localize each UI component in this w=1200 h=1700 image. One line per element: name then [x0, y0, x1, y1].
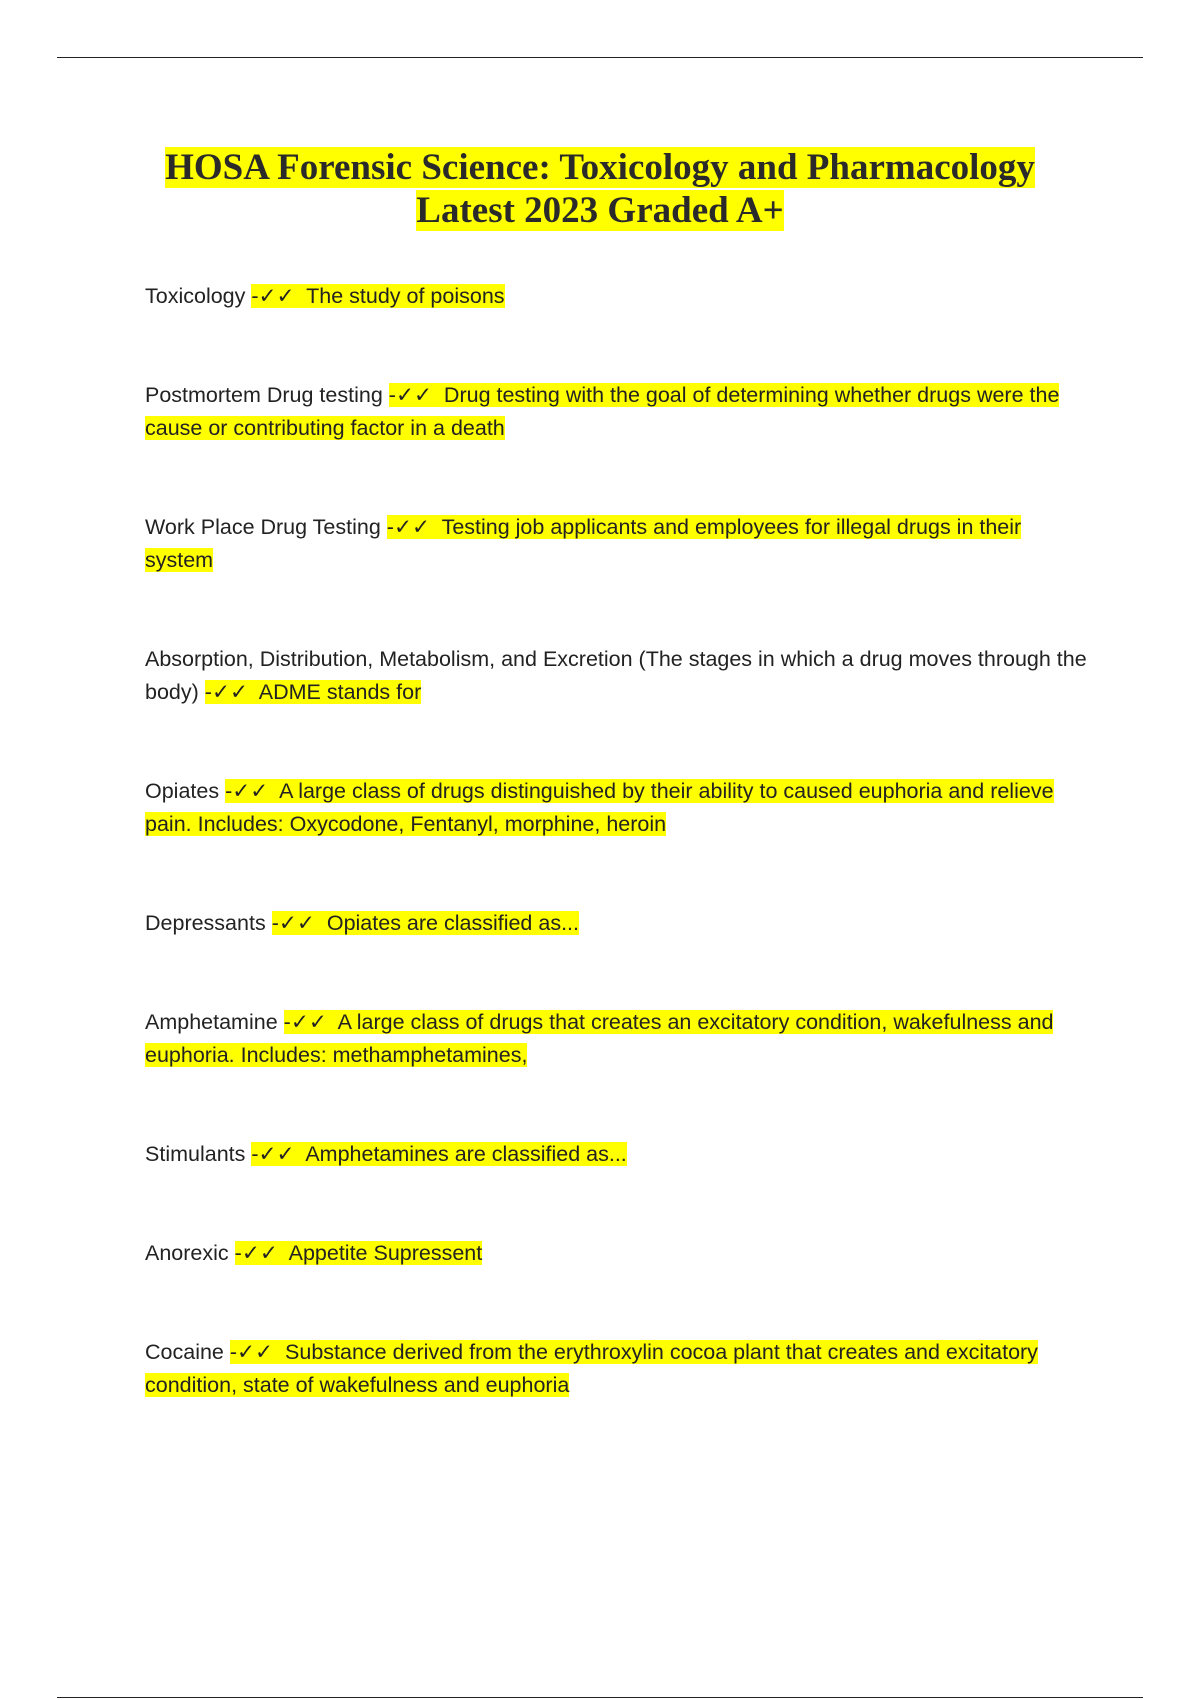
entry-term: Depressants [145, 911, 266, 935]
entry-term: Postmortem Drug testing [145, 383, 383, 407]
double-check-icon: ✓✓ [393, 515, 430, 539]
double-check-icon: ✓✓ [290, 1010, 327, 1034]
flashcard-entry [145, 280, 1095, 313]
entry-separator: - [234, 1241, 242, 1265]
entry-gap [295, 1142, 306, 1166]
entry-gap [248, 680, 259, 704]
double-check-icon: ✓✓ [211, 680, 248, 704]
flashcard-entry [145, 511, 1095, 577]
entry-term: Work Place Drug Testing [145, 515, 381, 539]
entry-definition: Amphetamines are classified as... [305, 1142, 627, 1166]
flashcard-entry [145, 907, 1095, 940]
title-line-1: HOSA Forensic Science: Toxicology and Pharmacology [165, 147, 1035, 188]
entry-gap [315, 911, 327, 935]
flashcard-entry [145, 379, 1095, 445]
flashcard-entry [145, 775, 1095, 841]
entry-separator: - [229, 1340, 238, 1364]
double-check-icon: ✓✓ [395, 383, 432, 407]
entry-term: Anorexic [145, 1241, 229, 1265]
entry-gap [273, 1340, 285, 1364]
entry-term: Amphetamine [145, 1010, 278, 1034]
flashcard-entry [145, 1138, 1095, 1171]
entry-separator: - [388, 383, 396, 407]
entry-term: Toxicology [145, 284, 246, 308]
entry-definition: Testing job applicants and employees for illegal drugs in their system [145, 515, 1022, 572]
double-check-icon: ✓✓ [237, 1340, 274, 1364]
entry-definition: The study of poisons [306, 284, 505, 308]
header-rule [57, 57, 1143, 58]
double-check-icon: ✓✓ [241, 1241, 278, 1265]
entry-definition: ADME stands for [258, 680, 422, 704]
flashcard-entry [145, 1006, 1095, 1072]
entry-gap [278, 1241, 289, 1265]
entry-separator: - [271, 911, 279, 935]
title-line-2: Latest 2023 Graded A+ [416, 190, 784, 231]
double-check-icon: ✓✓ [258, 284, 295, 308]
entry-gap [268, 779, 279, 803]
entry-separator: - [225, 779, 233, 803]
entry-gap [430, 515, 442, 539]
entry-gap [432, 383, 444, 407]
entry-definition: A large class of drugs that creates an excitatory condition, wakefulness and euphoria. Includes: methamphetamines, [145, 1010, 1054, 1067]
flashcard-entry [145, 643, 1095, 709]
entry-separator: - [204, 680, 212, 704]
entry-term: Absorption, Distribution, Metabolism, and Excretion (The stages in which a drug moves through the body) [145, 647, 1087, 704]
entry-definition: Appetite Supressent [288, 1241, 483, 1265]
entry-separator: - [386, 515, 394, 539]
entry-gap [295, 284, 307, 308]
entry-term: Cocaine [145, 1340, 224, 1364]
entry-definition: A large class of drugs distinguished by their ability to caused euphoria and relieve pain. Includes: Oxycodone, Fentanyl, morphine, heroin [145, 779, 1054, 836]
entry-definition: Substance derived from the erythroxylin cocoa plant that creates and excitatory condition, state of wakefulness and euphoria [145, 1340, 1038, 1397]
double-check-icon: ✓✓ [278, 911, 315, 935]
entry-term: Stimulants [145, 1142, 246, 1166]
entry-gap [327, 1010, 338, 1034]
flashcard-list [145, 280, 1095, 1468]
entry-definition: Opiates are classified as... [326, 911, 579, 935]
entry-separator: - [251, 284, 259, 308]
entry-separator: - [251, 1142, 259, 1166]
flashcard-entry [145, 1336, 1095, 1402]
footer-rule [57, 1697, 1143, 1698]
entry-separator: - [283, 1010, 291, 1034]
document-title [100, 146, 1100, 232]
flashcard-entry [145, 1237, 1095, 1270]
double-check-icon: ✓✓ [232, 779, 269, 803]
entry-definition: Drug testing with the goal of determining whether drugs were the cause or contributing factor in a death [145, 383, 1060, 440]
entry-term: Opiates [145, 779, 220, 803]
double-check-icon: ✓✓ [258, 1142, 295, 1166]
